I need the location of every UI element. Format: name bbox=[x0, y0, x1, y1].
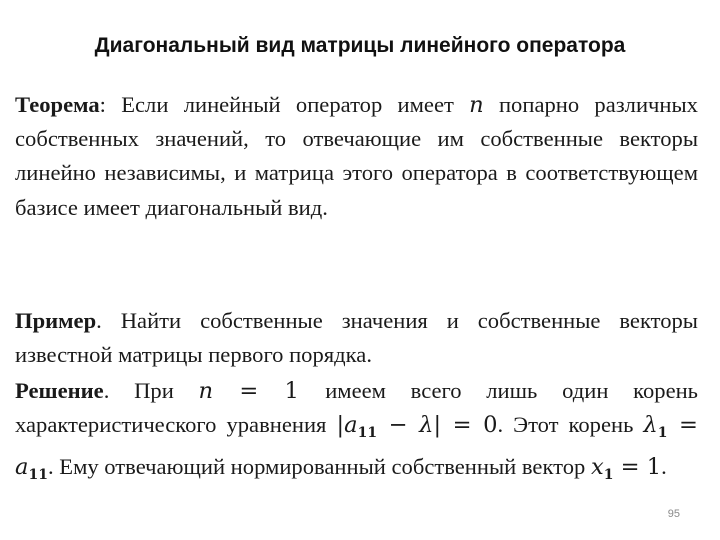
solution-label: Решение bbox=[15, 378, 104, 403]
equation-abs-close: | = 0 bbox=[433, 412, 498, 439]
a11-variable: a bbox=[15, 454, 29, 481]
lambda1-variable: λ bbox=[643, 412, 658, 439]
equation-abs-open: | bbox=[336, 412, 345, 439]
example-label: Пример bbox=[15, 308, 97, 333]
lambda1-subscript: 1 bbox=[657, 425, 668, 442]
solution-text-2: имеем всего лишь один корень характеристического уравнения bbox=[15, 378, 698, 438]
solution-text-end: . bbox=[661, 454, 667, 480]
solution-paragraph bbox=[15, 374, 698, 493]
theorem-text-1: : Если линейный оператор имеет bbox=[99, 92, 470, 117]
solution-text-4: . Ему отвечающий нормированный собственный вектор bbox=[47, 454, 591, 480]
theorem-paragraph bbox=[15, 88, 698, 225]
a-subscript: 11 bbox=[357, 425, 378, 442]
solution-n-variable: n bbox=[198, 378, 214, 404]
lambda1-equals: = bbox=[667, 412, 698, 439]
page-number: 95 bbox=[667, 508, 680, 520]
example-paragraph bbox=[15, 304, 698, 372]
solution-text-1: . При bbox=[103, 378, 199, 403]
theorem-label: Теорема bbox=[15, 92, 100, 117]
x-subscript: 1 bbox=[603, 467, 614, 484]
x-equals: = 1 bbox=[613, 454, 662, 481]
a-variable: a bbox=[344, 412, 358, 439]
theorem-text-2: попарно различных собственных значений, то отвечающие им собственные векторы линейно независимы, и матрица этого оператора в соответствующем базисе имеет диагональный вид. bbox=[15, 92, 698, 220]
solution-text-3: . Этот корень bbox=[497, 412, 644, 438]
lambda-variable: λ bbox=[419, 412, 434, 439]
equation-minus: − bbox=[377, 412, 420, 439]
slide-title: Диагональный вид матрицы линейного оператора bbox=[94, 34, 626, 57]
theorem-n-variable: n bbox=[469, 92, 484, 118]
example-text: . Найти собственные значения и собственные векторы известной матрицы первого порядка. bbox=[15, 308, 698, 368]
solution-n-equals: = 1 bbox=[213, 378, 326, 404]
x-variable: x bbox=[590, 454, 604, 481]
a11-subscript: 11 bbox=[28, 467, 48, 484]
